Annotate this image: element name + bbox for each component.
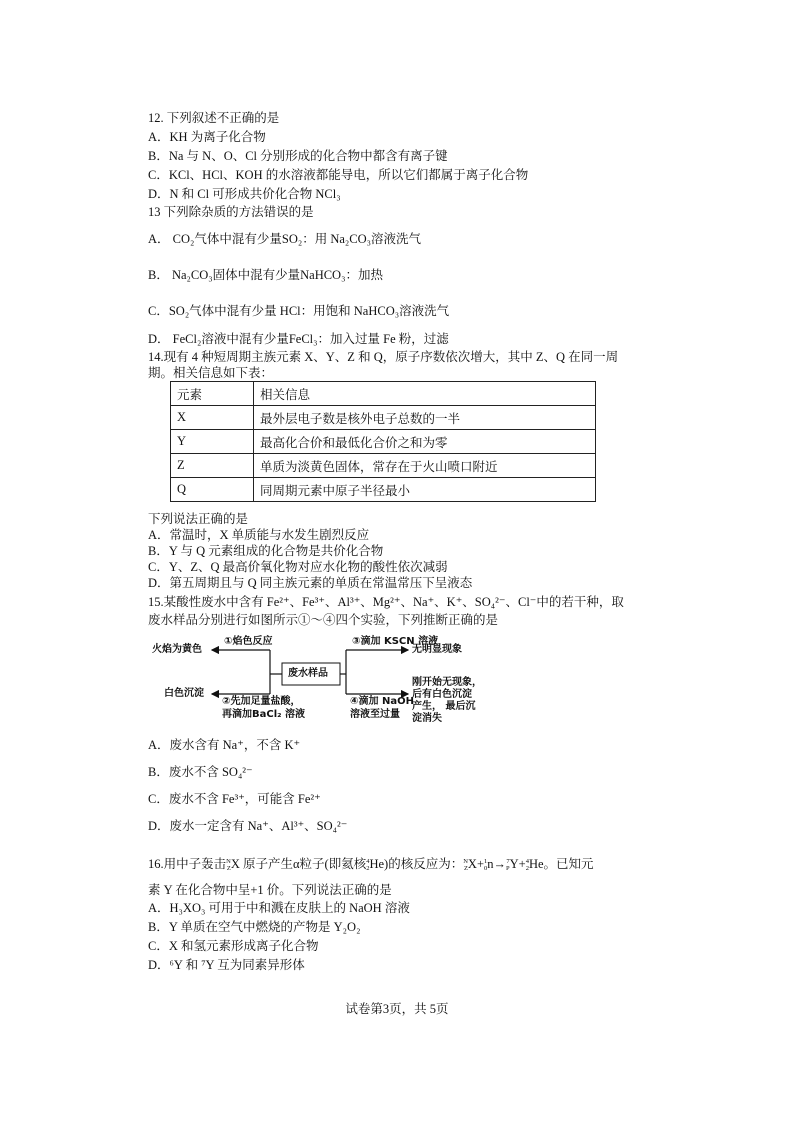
step1-label: ①焰色反应 — [224, 636, 273, 647]
result2-label: 白色沉淀 — [164, 688, 204, 699]
q16-stem-part3: He)的核反应为： — [369, 857, 464, 871]
q15-option-b: B．废水不含 SO₄²⁻ — [148, 765, 253, 779]
center-label: 废水样品 — [288, 668, 328, 679]
q14-prompt: 下列说法正确的是 — [148, 512, 249, 526]
q13-option-b: B． Na₂CO₃固体中混有少量NaHCO₃：加热 — [148, 268, 383, 282]
step2-label-line1: ②先加足量盐酸， — [222, 696, 301, 707]
result4-label-line2: 后有白色沉淀 — [412, 689, 472, 700]
q14-option-c: C．Y、Z、Q 最高价氧化物对应水化物的酸性依次减弱 — [148, 560, 448, 574]
nuclide-symbol-x2: N Z — [463, 858, 468, 873]
q13-option-c: C．SO₂气体中混有少量 HCl：用饱和 NaHCO₃溶液洗气 — [148, 304, 450, 318]
table-header-cell: 元素 — [171, 382, 254, 406]
step4-label-line1: ④滴加 NaOH — [350, 696, 414, 707]
nuclide-symbol-he2: 4 2 — [525, 858, 529, 873]
table-cell: Z — [171, 454, 254, 478]
q12-option-c: C．KCl、HCl、KOH 的水溶液都能导电，所以它们都属于离子化合物 — [148, 168, 529, 182]
q16-stem-part2: X 原子产生α粒子(即氦核 — [230, 857, 367, 871]
q16-option-a: A．H₃XO₃ 可用于中和溅在皮肤上的 NaOH 溶液 — [148, 901, 410, 915]
q15-option-a: A．废水含有 Na⁺，不含 K⁺ — [148, 738, 301, 752]
q12-stem: 12. 下列叙述不正确的是 — [148, 111, 280, 125]
q12-option-a: A．KH 为离子化合物 — [148, 130, 266, 144]
q14-option-d: D．第五周期且与 Q 同主族元素的单质在常温常压下呈液态 — [148, 576, 473, 590]
element-info-table — [170, 381, 596, 502]
q16-option-c: C．X 和氢元素形成离子化合物 — [148, 939, 319, 953]
table-cell: 单质为淡黄色固体，常存在于火山喷口附近 — [254, 454, 596, 478]
table-row — [171, 478, 596, 502]
q15-option-c: C．废水不含 Fe³⁺，可能含 Fe²⁺ — [148, 792, 321, 806]
nuclide-symbol-x: N Z — [226, 858, 231, 873]
q14-stem-line2: 期。相关信息如下表： — [148, 366, 274, 380]
table-cell: X — [171, 406, 254, 430]
q15-stem-line1: 15.某酸性废水中含有 Fe²⁺、Fe³⁺、Al³⁺、Mg²⁺、Na⁺、K⁺、SO₄²⁻、Cl⁻中的若干种，取 — [148, 595, 624, 609]
table-cell: 最外层电子数是核外电子总数的一半 — [254, 406, 596, 430]
q16-stem-line2: 素 Y 在化合物中呈+1 价。下列说法正确的是 — [148, 883, 392, 897]
q16-stem-part6: Y+ — [509, 857, 526, 871]
table-cell: Y — [171, 430, 254, 454]
result1-label: 火焰为黄色 — [152, 644, 202, 655]
result4-label-line4: 淀消失 — [412, 713, 442, 724]
q16-option-d: D．⁶Y 和 ⁷Y 互为同素异形体 — [148, 958, 305, 972]
table-header-cell: 相关信息 — [254, 382, 596, 406]
table-cell: Q — [171, 478, 254, 502]
q12-option-d: D．N 和 Cl 可形成共价化合物 NCl₃ — [148, 187, 341, 201]
experiment-flow-diagram — [150, 636, 480, 728]
table-row — [171, 430, 596, 454]
q14-option-b: B．Y 与 Q 元素组成的化合物是共价化合物 — [148, 544, 384, 558]
q16-stem-part4: X+ — [467, 857, 484, 871]
step2-label-line2: 再滴加BaCl₂ 溶液 — [222, 709, 305, 720]
table-row — [171, 406, 596, 430]
table-row — [171, 454, 596, 478]
step4-label-line2: 溶液至过量 — [350, 709, 400, 720]
result4-label-line1: 刚开始无现象， — [412, 677, 482, 688]
q14-stem-line1: 14.现有 4 种短周期主族元素 X、Y、Z 和 Q，原子序数依次增大，其中 Z、Q 在同一周 — [148, 350, 619, 364]
q13-option-a: A． CO₂气体中混有少量SO₂：用 Na₂CO₃溶液洗气 — [148, 232, 421, 246]
q12-option-b: B．Na 与 N、O、Cl 分别形成的化合物中都含有离子键 — [148, 149, 448, 163]
q15-option-d: D．废水一定含有 Na⁺、Al³⁺、SO₄²⁻ — [148, 819, 348, 833]
q14-option-a: A．常温时，X 单质能与水发生剧烈反应 — [148, 528, 370, 542]
q16-option-b: B．Y 单质在空气中燃烧的产物是 Y₂O₂ — [148, 920, 361, 934]
nuclide-symbol-y: 7 P — [506, 858, 510, 873]
q15-stem-line2: 废水样品分别进行如图所示①～④四个实验，下列推断正确的是 — [148, 613, 499, 627]
nuclide-symbol-n: 1 0 — [484, 858, 488, 873]
q13-stem: 13 下列除杂质的方法错误的是 — [148, 205, 314, 219]
nuclide-symbol-he: 4 2 — [366, 858, 370, 873]
q16-stem-part1: 16.用中子轰击 — [148, 857, 227, 871]
result4-label-line3: 产生， 最后沉 — [412, 701, 476, 712]
q16-stem-part7: He。已知元 — [528, 857, 594, 871]
q13-option-d: D． FeCl₂溶液中混有少量FeCl₃：加入过量 Fe 粉，过滤 — [148, 332, 449, 346]
result3-label: 无明显现象 — [412, 644, 462, 655]
q16-stem-part5: n→ — [487, 857, 506, 871]
q16-stem-line1 — [148, 856, 594, 873]
table-header-row — [171, 382, 596, 406]
step3-label: ③滴加 KSCN 溶液 — [352, 636, 439, 647]
page-footer: 试卷第3页，共 5页 — [345, 1002, 449, 1016]
table-cell: 同周期元素中原子半径最小 — [254, 478, 596, 502]
table-cell: 最高化合价和最低化合价之和为零 — [254, 430, 596, 454]
